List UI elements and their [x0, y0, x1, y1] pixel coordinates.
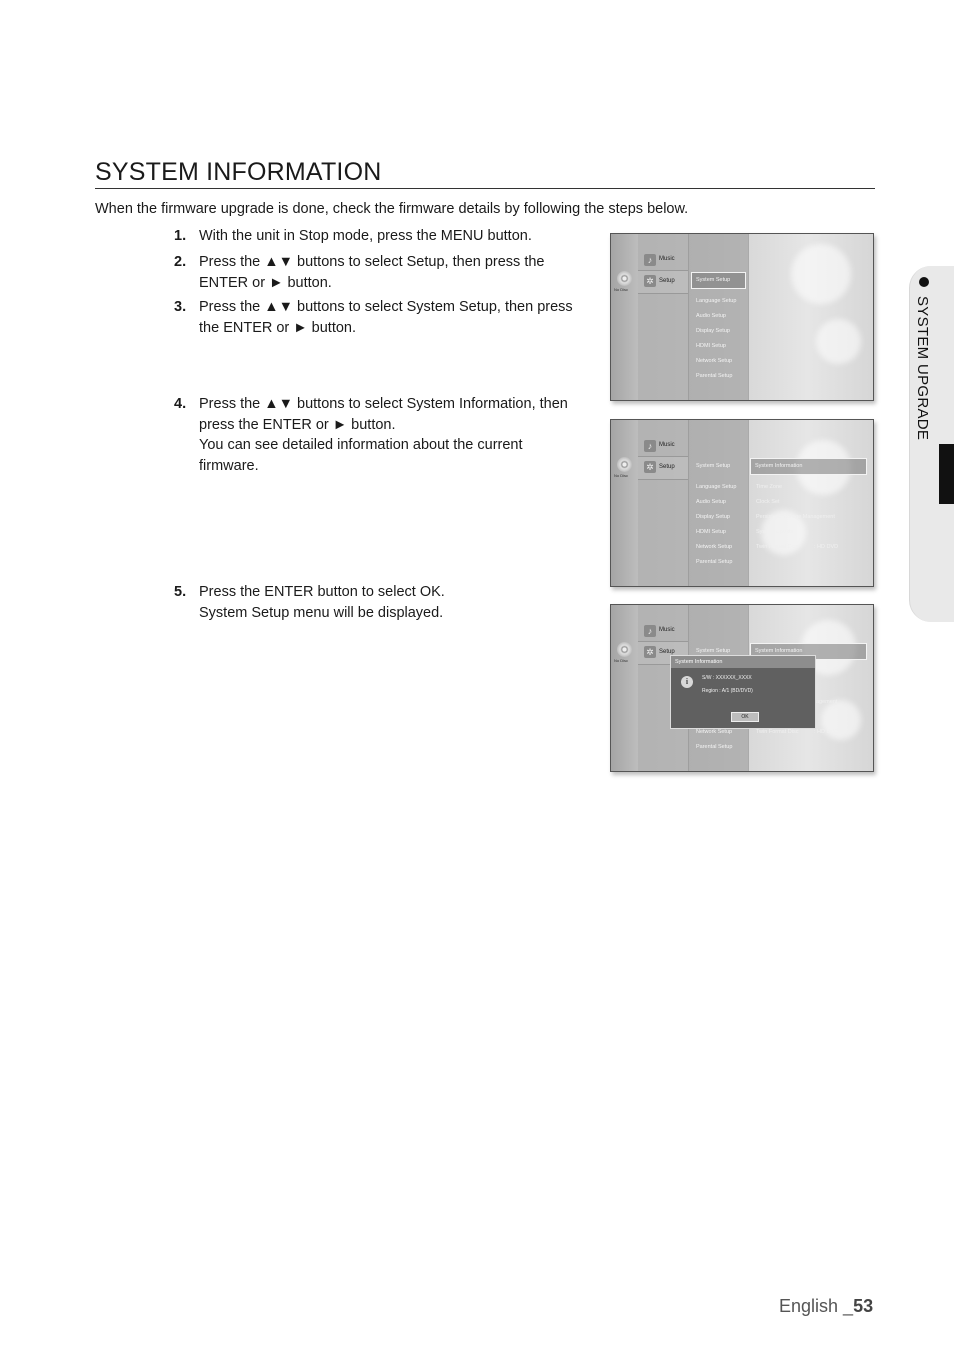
key-system-information: System Information: [406, 396, 532, 412]
step-text-part: or ► button.: [311, 416, 396, 433]
step-text-part: Press the: [199, 584, 265, 600]
key-system-setup: System Setup: [406, 299, 497, 315]
key-setup: Setup: [406, 254, 445, 270]
submenu-hdmi-setup[interactable]: HDMI Setup: [696, 529, 726, 535]
step-note: System Setup menu will be displayed.: [199, 604, 444, 621]
submenu-display-setup[interactable]: Display Setup: [696, 328, 730, 334]
step-text-part: button.: [483, 228, 532, 244]
selected-label: System Information: [755, 463, 803, 469]
menu-item-music[interactable]: Music: [659, 442, 675, 448]
chapter-label: SYSTEM UPGRADE: [914, 296, 931, 441]
info-persistent-storage-partial: agement: [816, 699, 838, 705]
step-number: 3.: [174, 299, 187, 315]
key-enter: ENTER: [264, 584, 314, 600]
disc-column: [611, 420, 638, 586]
screenshot-system-information-popup: [610, 604, 874, 772]
chapter-marker-bar: [939, 444, 954, 504]
step-number: 4.: [174, 396, 187, 412]
submenu-display-setup[interactable]: Display Setup: [696, 514, 730, 520]
info-clock-set[interactable]: Clock Set: [756, 499, 780, 505]
info-persistent-storage[interactable]: Persistent Storage Management: [756, 514, 835, 520]
info-icon: i: [681, 676, 693, 688]
bokeh-light: [816, 319, 861, 364]
menu-item-music[interactable]: Music: [659, 627, 675, 633]
footer-language: English _: [779, 1296, 854, 1316]
gear-icon: ✲: [644, 646, 656, 658]
music-icon: ♪: [644, 625, 656, 637]
submenu-audio-setup[interactable]: Audio Setup: [696, 499, 726, 505]
selected-system-information[interactable]: [750, 458, 867, 475]
info-twin-format-disc[interactable]: Twin Format Disc: [756, 544, 799, 550]
software-version: S/W : XXXXXX_XXXX: [702, 675, 752, 681]
page-title: SYSTEM INFORMATION: [95, 158, 875, 189]
step-text-part: , then press the: [199, 299, 573, 336]
step-text: [199, 582, 574, 623]
music-icon: ♪: [644, 440, 656, 452]
submenu-system-setup[interactable]: System Setup: [696, 648, 731, 654]
info-system-update[interactable]: System Update: [756, 529, 794, 535]
submenu-network-setup[interactable]: Network Setup: [696, 544, 733, 550]
step-text-part: , then press the: [444, 254, 545, 270]
region-code: Region : A/1 (BD/DVD): [702, 688, 753, 694]
key-ok: OK: [419, 584, 441, 600]
twin-format-value: : HD DVD: [814, 544, 839, 550]
step-number: 1.: [174, 228, 187, 244]
step-text: [199, 297, 574, 338]
submenu-audio-setup[interactable]: Audio Setup: [696, 313, 726, 319]
step-note: You can see detailed information about the current firmware.: [199, 437, 523, 474]
step-text-part: Press the ▲▼ buttons to select: [199, 254, 407, 270]
step-number: 5.: [174, 584, 187, 600]
selected-system-setup[interactable]: [691, 272, 746, 289]
bullet-icon: [919, 277, 929, 287]
key-enter: ENTER: [262, 416, 312, 433]
dialog-title: System Information: [671, 656, 815, 668]
step-text-part: With the unit in Stop mode, press the: [199, 228, 441, 244]
step-text-part: , then press the: [199, 396, 568, 433]
gear-icon: ✲: [644, 461, 656, 473]
disc-icon: [617, 457, 632, 472]
submenu-hdmi-setup[interactable]: HDMI Setup: [696, 343, 726, 349]
menu-item-setup[interactable]: Setup: [659, 464, 675, 470]
info-twin-format-disc[interactable]: Twin Format Disc: [756, 729, 799, 735]
step-text-part: Press the ▲▼ buttons to select: [199, 396, 407, 412]
submenu-parental-setup[interactable]: Parental Setup: [696, 373, 733, 379]
step-number: 2.: [174, 254, 187, 270]
step-text-part: or ► button.: [272, 319, 357, 336]
key-enter: ENTER: [223, 319, 273, 336]
step-text: [199, 394, 574, 476]
step-text-part: .: [440, 584, 445, 600]
step-text: [199, 252, 574, 293]
submenu-language-setup[interactable]: Language Setup: [696, 298, 737, 304]
step-text-part: Press the ▲▼ buttons to select: [199, 299, 407, 315]
system-information-dialog: [670, 655, 816, 729]
submenu-network-setup[interactable]: Network Setup: [696, 729, 733, 735]
info-time-zone[interactable]: Time Zone: [756, 484, 783, 490]
submenu-network-setup[interactable]: Network Setup: [696, 358, 733, 364]
submenu-parental-setup[interactable]: Parental Setup: [696, 559, 733, 565]
gear-icon: ✲: [644, 275, 656, 287]
disc-label: No Disc: [614, 473, 629, 478]
disc-label: No Disc: [614, 658, 629, 663]
selected-label: System Setup: [696, 277, 731, 283]
disc-label: No Disc: [614, 287, 629, 292]
step-text: [199, 226, 574, 247]
disc-column: [611, 605, 638, 771]
disc-icon: [617, 642, 632, 657]
ok-button[interactable]: OK: [731, 712, 759, 722]
page-number: 53: [853, 1296, 874, 1316]
submenu-parental-setup[interactable]: Parental Setup: [696, 744, 733, 750]
bokeh-light: [791, 244, 851, 304]
step-text-part: or ► button.: [248, 274, 332, 291]
menu-item-setup[interactable]: Setup: [659, 649, 675, 655]
menu-item-music[interactable]: Music: [659, 256, 675, 262]
step-text-part: button to select: [313, 584, 420, 600]
page-footer: [779, 1296, 873, 1317]
selected-label: System Information: [755, 648, 803, 654]
key-enter: ENTER: [199, 274, 249, 291]
disc-icon: [617, 271, 632, 286]
twin-format-value: : HD DVD: [814, 729, 839, 735]
menu-item-setup[interactable]: Setup: [659, 278, 675, 284]
screenshot-setup-menu: [610, 233, 874, 401]
disc-column: [611, 234, 638, 400]
submenu-language-setup[interactable]: Language Setup: [696, 484, 737, 490]
submenu-system-setup[interactable]: System Setup: [696, 463, 731, 469]
intro-text: When the firmware upgrade is done, check the firmware details by following the steps below.: [95, 201, 689, 217]
screenshot-system-setup-menu: [610, 419, 874, 587]
music-icon: ♪: [644, 254, 656, 266]
key-menu: MENU: [440, 228, 484, 244]
